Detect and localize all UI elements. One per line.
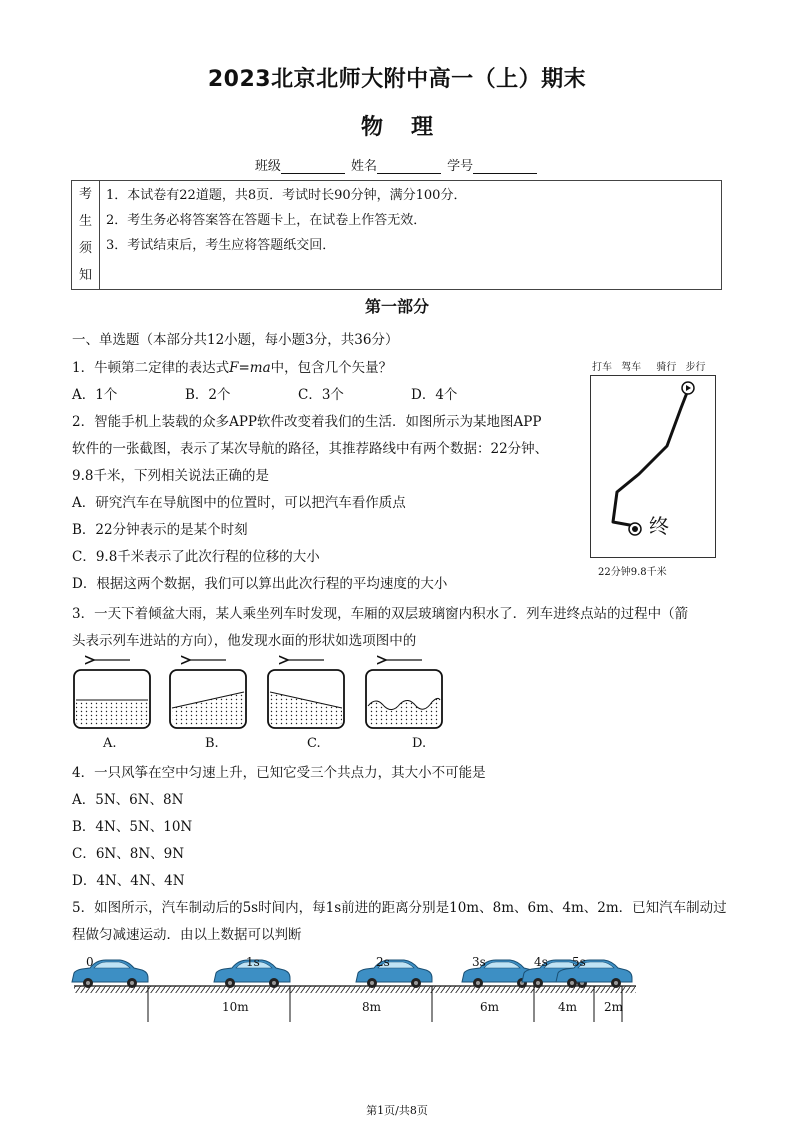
option-c: C．3个 [298,387,344,403]
q1-options [72,383,524,403]
q4-option-d: D．4N、4N、4N [72,873,185,889]
distance-label: 6m [480,1000,500,1014]
q5-stem-line: 程做匀减速运动．由以上数据可以判断 [72,927,302,943]
section-title: 一、单选题（本部分共12小题，每小题3分，共36分） [72,332,399,348]
tank-option-c [268,660,344,728]
tank-option-d [366,660,442,728]
student-id-label: 学号 [447,159,474,174]
time-label: 4s [534,955,548,969]
exam-title: 2023北京北师大附中高一（上）期末 [207,67,587,92]
name-blank [377,161,441,174]
student-info-line [0,155,794,174]
water-tank-figures [70,654,470,734]
car-icon [356,960,432,988]
car-icon [72,960,148,988]
tank-option-b [170,660,246,728]
q5-stem-line: 5．如图所示，汽车制动后的5s时间内，每1s前进的距离分别是10m、8m、6m、4m、2m．已知汽车制动过 [72,900,727,916]
notice-item: 2．考生务必将答案答在答题卡上，在试卷上作答无效． [106,213,427,228]
q2-option-d: D．根据这两个数据，我们可以算出此次行程的平均速度的大小 [72,576,448,592]
map-tab: 打车 [592,362,612,373]
q2-stem-line: 9.8千米，下列相关说法正确的是 [72,468,269,484]
part-title: 第一部分 [364,297,429,316]
map-caption: 22分钟9.8千米 [598,567,667,578]
option-d: D．4个 [411,387,458,403]
class-label: 班级 [254,159,281,174]
notice-item: 1．本试卷有22道题，共8页．考试时长90分钟，满分100分． [106,188,467,203]
q4-option-b: B．4N、5N、10N [72,819,193,835]
subject-title: 物理 [360,115,461,140]
q2-option-b: B．22分钟表示的是某个时刻 [72,522,248,538]
distance-label: 10m [222,1000,249,1014]
map-tabs [592,358,712,373]
time-label: 3s [472,955,486,969]
q2-option-a: A．研究汽车在导航图中的位置时，可以把汽车看作质点 [72,495,406,511]
distance-label: 8m [362,1000,382,1014]
q2-option-c: C．9.8千米表示了此次行程的位移的大小 [72,549,320,565]
class-blank [281,161,345,174]
notice-items [106,183,466,258]
page-footer: 第1页/共8页 [366,1104,428,1117]
option-a: A．1个 [72,387,118,403]
time-label: 0 [86,955,94,969]
q4-option-c: C．6N、8N、9N [72,846,185,862]
time-label: 2s [376,955,390,969]
q4-option-a: A．5N、6N、8N [72,792,184,808]
tank-label: A. [103,736,117,751]
q2-stem-line: 软件的一张截图，表示了某次导航的路径，其推荐路线中有两个数据：22分钟、 [72,441,549,457]
time-label: 1s [246,955,260,969]
map-tab: 步行 [685,362,706,373]
car-braking-figure [70,952,640,1022]
q3-stem-line: 头表示列车进站的方向），他发现水面的形状如选项图中的 [72,633,417,649]
tank-label: B. [205,736,219,751]
tank-label: C. [307,736,321,751]
q1-formula: F=ma [229,360,271,376]
tank-option-a [74,660,150,728]
student-id-blank [473,161,537,174]
map-tab: 骑行 [656,362,677,373]
q4-stem: 4．一只风筝在空中匀速上升，已知它受三个共点力，其大小不可能是 [72,765,486,781]
option-b: B．2个 [185,387,231,403]
notice-item: 3．考试结束后，考生应将答题纸交回． [106,238,336,253]
map-end-label: 终 [649,514,669,538]
map-tab: 驾车 [621,362,642,373]
exam-notice-box [71,180,722,290]
name-label: 姓名 [350,159,377,174]
distance-label: 4m [558,1000,578,1014]
q1-stem: 1．牛顿第二定律的表达式F=ma中，包含几个矢量？ [72,360,393,376]
q2-stem-line: 2．智能手机上装载的众多APP软件改变着我们的生活．如图所示为某地图APP [72,414,542,430]
navigation-map [590,375,716,558]
distance-label: 2m [604,1000,624,1014]
notice-label: 考 生 须 知 [72,181,100,289]
time-label: 5s [572,955,586,969]
tank-label: D. [412,736,427,751]
q3-stem-line: 3．一天下着倾盆大雨，某人乘坐列车时发现，车厢的双层玻璃窗内积水了．列车进终点站的过程中（箭 [72,606,689,622]
